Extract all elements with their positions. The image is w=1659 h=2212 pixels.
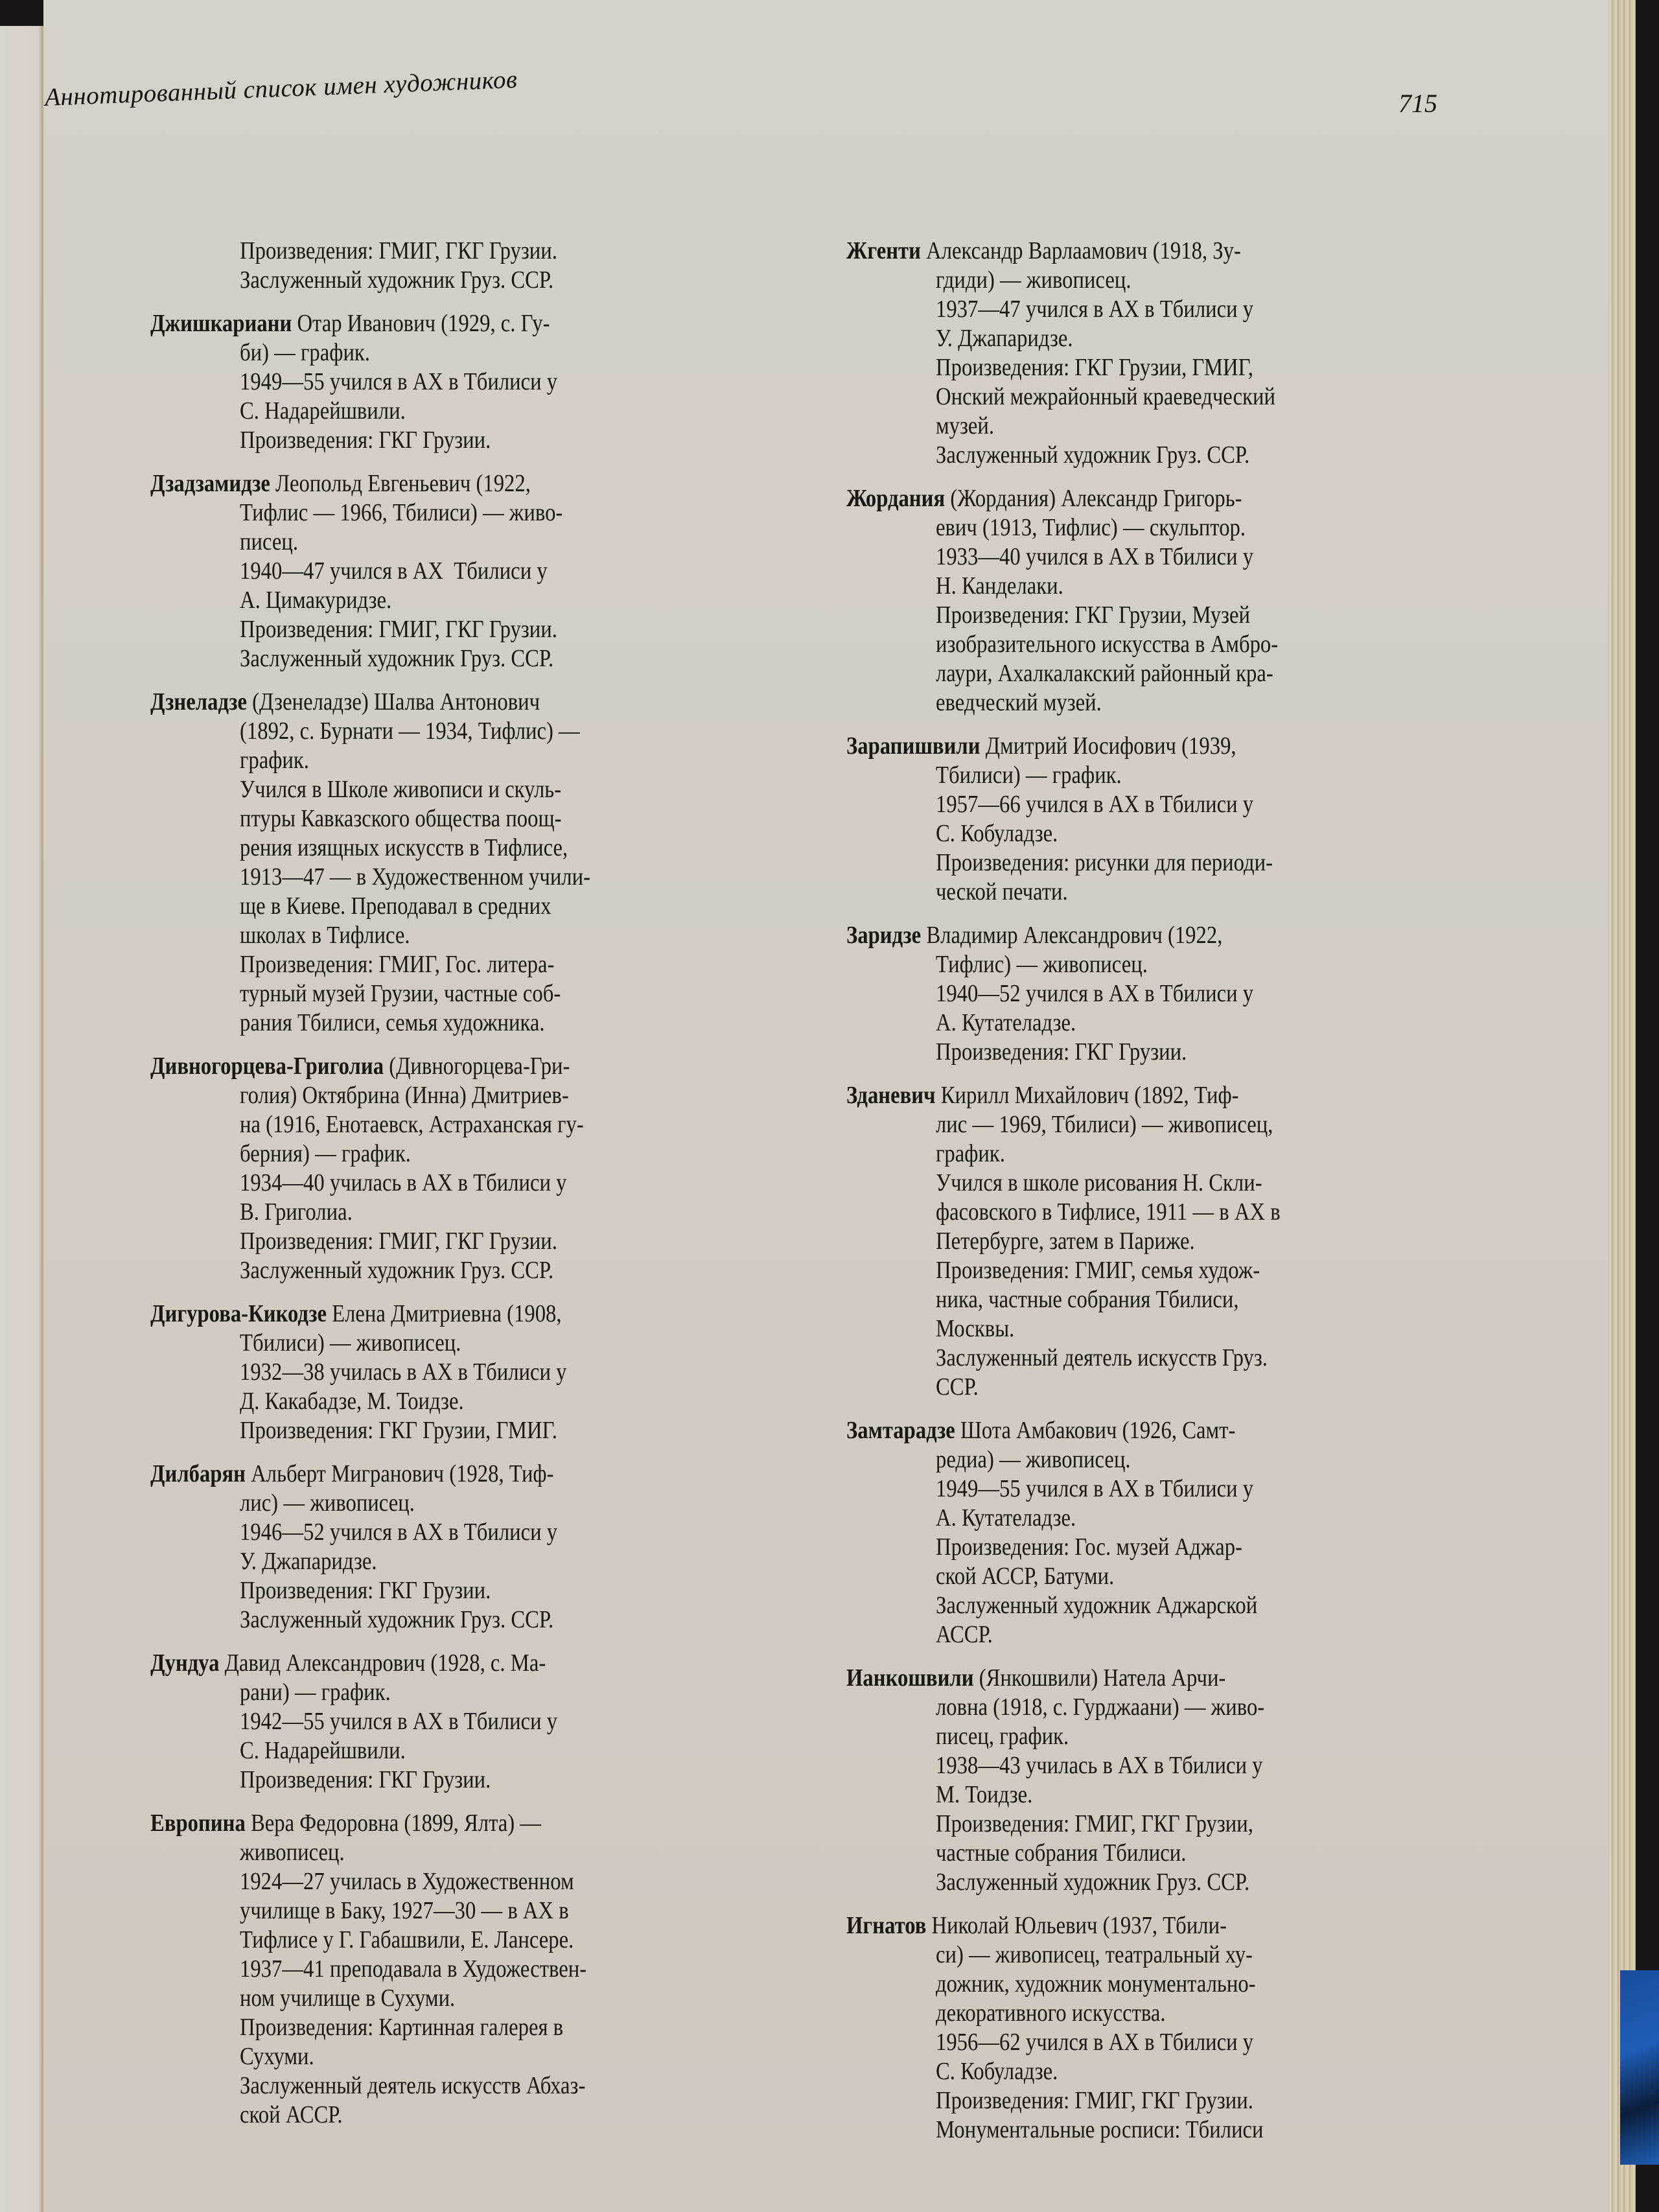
entry-line: график.	[240, 747, 309, 774]
artist-surname: Дундуа	[150, 1649, 220, 1677]
entry-line: изобразительного искусства в Амбро-	[936, 631, 1279, 658]
artist-surname: Европина	[150, 1810, 246, 1837]
entry-heading	[150, 1460, 688, 1489]
artist-entry	[846, 484, 1456, 717]
entry-line: Произведения: ГМИГ, ГКГ Грузии.	[240, 1228, 557, 1255]
artist-entry	[846, 1911, 1456, 2145]
artist-entry	[150, 1809, 776, 2130]
entry-heading	[150, 1649, 688, 1678]
entry-line: А. Цимакуридзе.	[240, 587, 392, 614]
artist-name-rest: Николай Юльевич (1937, Тбили-	[926, 1912, 1227, 1939]
entry-line: школах в Тифлисе.	[240, 922, 410, 949]
artist-surname: Джишкариани	[150, 310, 292, 337]
artist-surname: Дивногорцева-Григолиа	[150, 1053, 384, 1080]
entry-line: рания Тбилиси, семья художника.	[240, 1009, 545, 1036]
artist-surname: Дзадзамидзе	[150, 470, 270, 497]
entry-line: 1932—38 училась в АХ в Тбилиси у	[240, 1358, 567, 1386]
entry-line: на (1916, Енотаевск, Астраханская гу-	[240, 1111, 584, 1138]
artist-entry	[846, 1416, 1456, 1649]
entry-line: Произведения: ГМИГ, ГКГ Грузии.	[936, 2087, 1253, 2114]
artist-entry	[150, 688, 776, 1038]
entry-line: Произведения: ГМИГ, Гос. литера-	[240, 951, 555, 978]
entry-line: 1956—62 учился в АХ в Тбилиси у	[936, 2029, 1254, 2056]
page-header	[44, 65, 1452, 135]
entry-line: АССР.	[936, 1621, 993, 1648]
artist-name-rest: (Жордания) Александр Григорь-	[945, 485, 1242, 512]
artist-entry	[150, 1052, 776, 1285]
artist-surname: Заридзе	[846, 922, 922, 949]
right-column	[846, 237, 1456, 2159]
entry-line: Произведения: ГМИГ, семья худож-	[936, 1257, 1260, 1284]
entry-line: 1946—52 учился в АХ в Тбилиси у	[240, 1519, 558, 1546]
entry-line: У. Джапаридзе.	[240, 1548, 377, 1575]
entry-line: ской АССР, Батуми.	[936, 1563, 1115, 1590]
entry-line: ССР.	[936, 1373, 979, 1401]
entry-heading	[150, 1052, 688, 1081]
artist-entry	[150, 309, 776, 455]
entry-line: ника, частные собрания Тбилиси,	[936, 1286, 1239, 1313]
background-fabric	[1620, 1970, 1659, 2165]
artist-surname: Жгенти	[846, 237, 921, 264]
entry-line: В. Григолиа.	[240, 1198, 353, 1226]
entry-line: Учился в Школе живописи и скуль-	[240, 776, 562, 803]
entry-line: Произведения: ГКГ Грузии.	[240, 1766, 491, 1793]
entry-line: Заслуженный художник Груз. ССР.	[240, 1257, 554, 1284]
entry-line: Заслуженный художник Аджарской	[936, 1592, 1258, 1619]
artist-name-rest: (Дзенеладзе) Шалва Антонович	[247, 688, 540, 716]
artist-name-rest: Александр Варлаамович (1918, Зу-	[920, 237, 1241, 264]
entry-line: птуры Кавказского общества поощ-	[240, 805, 562, 832]
artist-name-rest: Елена Дмитриевна (1908,	[326, 1300, 562, 1327]
entry-line: еведческий музей.	[936, 689, 1102, 716]
artist-name-rest: Леопольд Евгеньевич (1922,	[270, 470, 531, 497]
artist-surname: Игнатов	[846, 1912, 927, 1939]
entry-line: Произведения: ГКГ Грузии, ГМИГ,	[936, 354, 1253, 381]
entry-line: декоративного искусства.	[936, 1999, 1166, 2027]
entry-line: М. Тоидзе.	[936, 1781, 1033, 1808]
entry-line: А. Кутателадзе.	[936, 1009, 1076, 1036]
artist-name-rest: Дмитрий Иосифович (1939,	[980, 732, 1236, 760]
entry-line: 1937—47 учился в АХ в Тбилиси у	[936, 296, 1254, 323]
entry-heading	[846, 484, 1370, 513]
entry-line: 1949—55 учился в АХ в Тбилиси у	[240, 368, 558, 395]
page-stack-edge	[1608, 0, 1636, 2212]
entry-heading	[846, 237, 1370, 266]
entry-line: Тифлис — 1966, Тбилиси) — живо-	[240, 499, 563, 526]
entry-line: гдиди) — живописец.	[936, 266, 1131, 294]
entry-line: писец.	[240, 528, 299, 555]
artist-name-rest: (Янкошвили) Натела Арчи-	[973, 1664, 1226, 1692]
artist-surname: Ианкошвили	[846, 1664, 974, 1692]
entry-line: У. Джапаридзе.	[936, 325, 1073, 352]
artist-name-rest: Отар Иванович (1929, с. Гу-	[292, 310, 550, 337]
entry-line: Заслуженный деятель искусств Абхаз-	[240, 2072, 586, 2099]
entry-line: Онский межрайонный краеведческий	[936, 383, 1275, 410]
entry-line: дожник, художник монументально-	[936, 1970, 1256, 1997]
entry-line: Петербурге, затем в Париже.	[936, 1228, 1195, 1255]
facing-page-edge	[0, 0, 43, 2212]
artist-surname: Зарапишвили	[846, 732, 980, 760]
entry-line: 1938—43 училась в АХ в Тбилиси у	[936, 1752, 1263, 1779]
entry-line: частные собрания Тбилиси.	[936, 1839, 1187, 1867]
entry-line: 1937—41 преподавала в Художествен-	[240, 1955, 587, 1983]
artist-entry	[150, 1649, 776, 1795]
entry-line: Тбилиси) — живописец.	[240, 1329, 461, 1356]
entry-line: лис) — живописец.	[240, 1489, 415, 1517]
entry-line: Произведения: ГКГ Грузии.	[936, 1038, 1187, 1065]
entry-heading	[846, 1416, 1370, 1445]
artist-name-rest: Владимир Александрович (1922,	[921, 922, 1223, 949]
entry-line: Тифлис) — живописец.	[936, 951, 1148, 978]
entry-line: Заслуженный деятель искусств Груз.	[936, 1344, 1268, 1371]
entry-line: Произведения: Картинная галерея в	[240, 2014, 564, 2041]
entry-heading	[846, 1081, 1370, 1110]
entry-line: С. Надарейшвили.	[240, 397, 406, 425]
entry-line: Заслуженный художник Груз. ССР.	[936, 1869, 1250, 1896]
entry-line: училище в Баку, 1927—30 — в АХ в	[240, 1897, 569, 1924]
entry-line: редиа) — живописец.	[936, 1446, 1131, 1473]
artist-entry	[150, 1299, 776, 1445]
entry-line: 1924—27 училась в Художественном	[240, 1868, 574, 1895]
entry-line: би) — график.	[240, 339, 370, 366]
entry-line: 1940—52 учился в АХ в Тбилиси у	[936, 980, 1254, 1007]
entry-line: рения изящных искусств в Тифлисе,	[240, 834, 568, 861]
entry-line: график.	[936, 1140, 1005, 1167]
entry-line: ловна (1918, с. Гурджаани) — живо-	[936, 1694, 1265, 1721]
entry-line: Сухуми.	[240, 2043, 314, 2070]
entry-line: ном училище в Сухуми.	[240, 1985, 456, 2012]
entry-line: Произведения: ГМИГ, ГКГ Грузии.	[240, 616, 557, 643]
artist-entry	[846, 1081, 1456, 1402]
artist-name-rest: Шота Амбакович (1926, Самт-	[955, 1417, 1236, 1444]
right-entries	[846, 237, 1456, 2145]
entry-line: Произведения: ГМИГ, ГКГ Грузии,	[936, 1810, 1253, 1837]
entry-line: Заслуженный художник Груз. ССР.	[936, 441, 1250, 469]
entry-line: С. Кобуладзе.	[936, 2058, 1058, 2085]
entry-line: лис — 1969, Тбилиси) — живописец,	[936, 1111, 1273, 1138]
entry-line: фасовского в Тифлисе, 1911 — в АХ в	[936, 1198, 1281, 1226]
entry-heading	[846, 1664, 1370, 1693]
entry-line: (1892, с. Бурнати — 1934, Тифлис) —	[240, 717, 580, 745]
entry-line: Произведения: ГКГ Грузии.	[240, 426, 491, 454]
entry-line: Заслуженный художник Груз. ССР.	[240, 1606, 554, 1633]
entry-line: музей.	[936, 412, 995, 439]
artist-surname: Дилбарян	[150, 1460, 246, 1487]
entry-line: живописец.	[240, 1839, 345, 1866]
entry-line: А. Кутателадзе.	[936, 1504, 1076, 1531]
entry-heading	[150, 309, 688, 338]
artist-surname: Дзнеладзе	[150, 688, 248, 716]
artist-name-rest: Давид Александрович (1928, с. Ма-	[219, 1649, 546, 1677]
artist-entry	[846, 1664, 1456, 1897]
artist-surname: Жордания	[846, 485, 946, 512]
entry-line: ческой печати.	[936, 878, 1068, 905]
entry-line: 1949—55 учился в АХ в Тбилиси у	[936, 1475, 1254, 1502]
entry-heading	[150, 469, 688, 498]
entry-line: Москвы.	[936, 1315, 1015, 1342]
artist-entry	[846, 921, 1456, 1067]
entry-line: Произведения: Гос. музей Аджар-	[936, 1533, 1243, 1561]
artist-name-rest: Вера Федоровна (1899, Ялта) —	[245, 1810, 542, 1837]
artist-name-rest: Альберт Мигранович (1928, Тиф-	[246, 1460, 554, 1487]
entry-line: турный музей Грузии, частные соб-	[240, 980, 561, 1007]
entry-line: Н. Канделаки.	[936, 572, 1063, 600]
entry-line: Произведения: ГКГ Грузии, ГМИГ.	[240, 1417, 557, 1444]
entry-line: Произведения: ГКГ Грузии, Музей	[936, 601, 1250, 629]
entry-line: Тифлисе у Г. Габашвили, Е. Лансере.	[240, 1926, 574, 1953]
page-number: 715	[1398, 89, 1437, 118]
entry-heading	[846, 921, 1370, 950]
entry-line: ской АССР.	[240, 2101, 343, 2128]
left-column	[150, 237, 776, 2144]
entry-line: С. Кобуладзе.	[936, 820, 1058, 847]
entry-line: Произведения: рисунки для периоди-	[936, 849, 1273, 876]
entry-line: лаури, Ахалкалакский районный кра-	[936, 660, 1273, 687]
continued-entry	[150, 237, 776, 295]
entry-line: рани) — график.	[240, 1679, 391, 1706]
artist-entry	[846, 237, 1456, 470]
artist-surname: Дигурова-Кикодзе	[150, 1300, 327, 1327]
entry-line: евич (1913, Тифлис) — скульптор.	[936, 514, 1246, 541]
entry-heading	[150, 1299, 688, 1329]
entry-line: Тбилиси) — график.	[936, 762, 1122, 789]
entry-line: Д. Какабадзе, М. Тоидзе.	[240, 1388, 464, 1415]
entry-heading	[150, 688, 688, 717]
artist-entry	[846, 732, 1456, 907]
book-gutter	[41, 26, 43, 2212]
entry-line: 1933—40 учился в АХ в Тбилиси у	[936, 543, 1254, 570]
artist-surname: Замтарадзе	[846, 1417, 955, 1444]
entry-line: 1942—55 учился в АХ в Тбилиси у	[240, 1708, 558, 1735]
entry-line: 1913—47 — в Художественном учили-	[240, 863, 590, 891]
entry-line: 1940—47 учился в АХ Тбилиси у	[240, 557, 548, 585]
entry-line: Заслуженный художник Груз. ССР.	[240, 266, 554, 294]
entry-line: Монументальные росписи: Тбилиси	[936, 2116, 1264, 2143]
entry-heading	[846, 1911, 1370, 1940]
entry-line: Учился в школе рисования Н. Скли-	[936, 1169, 1262, 1196]
entry-line: 1957—66 учился в АХ в Тбилиси у	[936, 791, 1254, 818]
entry-heading	[846, 732, 1370, 761]
entry-line: Произведения: ГКГ Грузии.	[240, 1577, 491, 1604]
entry-heading	[150, 1809, 688, 1838]
entry-line: Заслуженный художник Груз. ССР.	[240, 645, 554, 672]
entry-line: 1934—40 училась в АХ в Тбилиси у	[240, 1169, 567, 1196]
entry-line: берния) — график.	[240, 1140, 411, 1167]
entry-line: С. Надарейшвили.	[240, 1737, 406, 1764]
artist-entry	[150, 469, 776, 673]
entry-line: голия) Октябрина (Инна) Дмитриев-	[240, 1082, 569, 1109]
entry-line: Произведения: ГМИГ, ГКГ Грузии.	[240, 237, 557, 264]
left-entries	[150, 309, 776, 2130]
artist-name-rest: Кирилл Михайлович (1892, Тиф-	[935, 1082, 1239, 1109]
artist-name-rest: (Дивногорцева-Гри-	[384, 1053, 570, 1080]
entry-line: си) — живописец, театральный ху-	[936, 1941, 1253, 1968]
entry-line: писец, график.	[936, 1723, 1069, 1750]
artist-entry	[150, 1460, 776, 1635]
artist-surname: Зданевич	[846, 1082, 936, 1109]
entry-line: ще в Киеве. Преподавал в средних	[240, 892, 551, 920]
running-head: Аннотированный список имен художников	[44, 65, 518, 112]
